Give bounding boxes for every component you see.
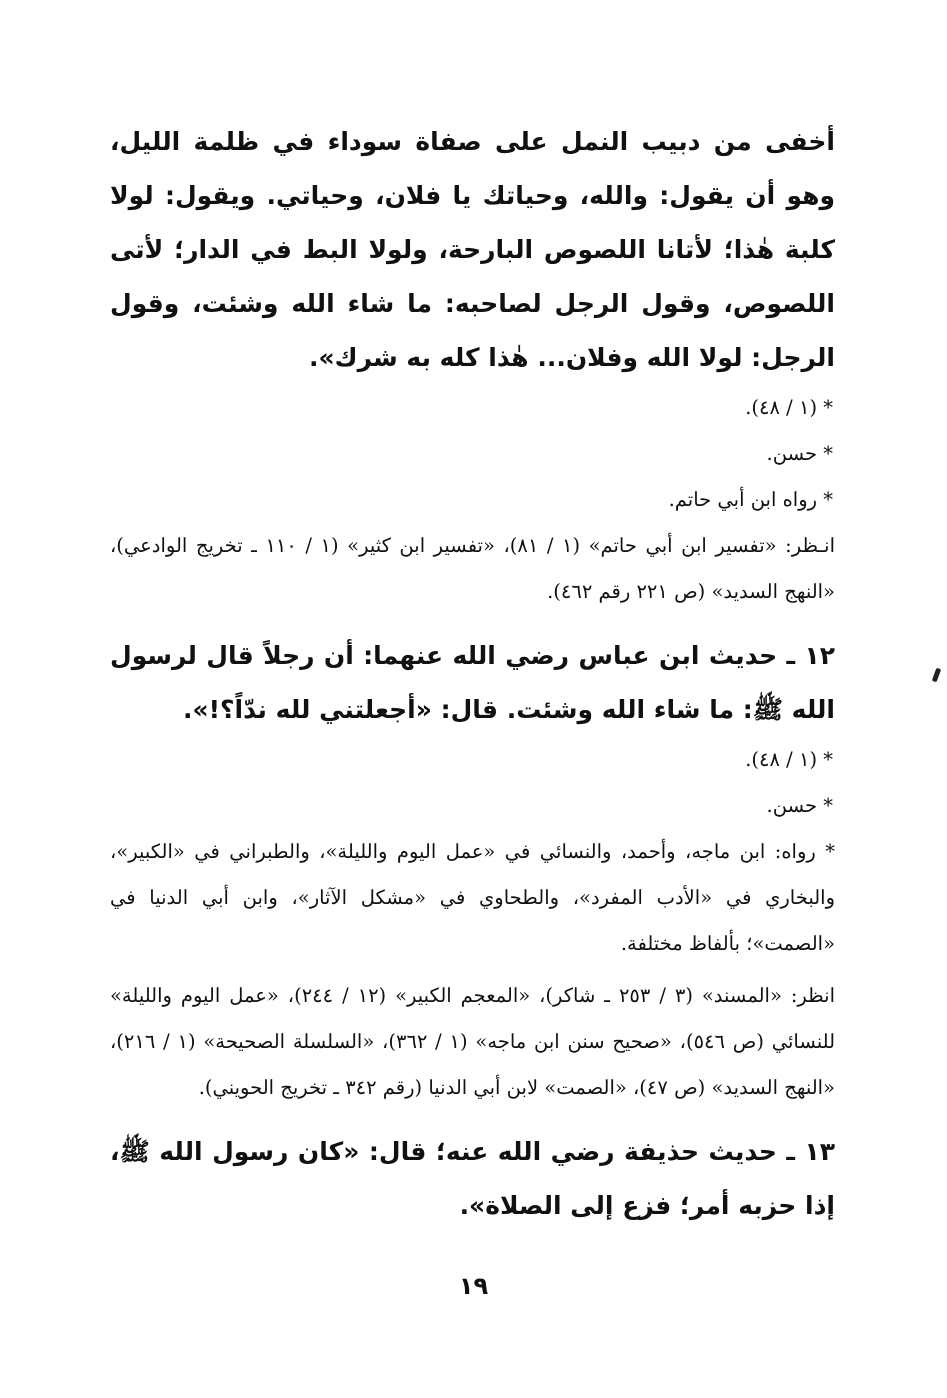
note-sources: انـظر: «تفسير ابن أبي حاتم» (١ / ٨١)، «تفسير ابن كثير» (١ / ١١٠ ـ تخريج الوادعي)، «النهج السديد» (ص ٢٢١ رقم ٤٦٢).: [110, 534, 836, 603]
note-sources: انظر: «المسند» (٣ / ٢٥٣ ـ شاكر)، «المعجم الكبير» (١٢ / ٢٤٤)، «عمل اليوم والليلة» للنسائي (ص ٥٤٦)، «صحيح سنن ابن ماجه» (١ / ٣٦٢)، «السلسلة الصحيحة» (١ / ٢١٦)، «النهج السديد» (ص ٤٧)، «الصمت» لابن أبي الدنيا (رقم ٣٤٢ ـ تخريج الحويني).: [110, 984, 836, 1099]
hadith-12: ١٢ ـ حديث ابن عباس رضي الله عنهما: أن رجلاً قال لرسول الله ﷺ: ما شاء الله وشئت. قال: «أجعلتني لله ندّاً؟!».: [110, 641, 835, 724]
scan-edge-mark: [932, 668, 941, 683]
note-narration: * رواه: ابن ماجه، وأحمد، والنسائي في «عمل اليوم والليلة»، والطبراني في «الكبير»، والبخاري في «الأدب المفرد»، والطحاوي في «مشكل الآثار»، وابن أبي الدنيا في «الصمت»؛ بألفاظ مختلفة.: [110, 840, 835, 955]
note-reference: * (١ / ٤٨).: [745, 748, 833, 771]
note-narration: * رواه ابن أبي حاتم.: [668, 488, 833, 511]
hadith-13: ١٣ ـ حديث حذيفة رضي الله عنه؛ قال: «كان رسول الله ﷺ، إذا حزبه أمر؛ فزع إلى الصلاة».: [110, 1137, 835, 1220]
page-number: ١٩: [458, 1272, 489, 1300]
note-grade: * حسن.: [766, 794, 833, 817]
page-body: [110, 115, 835, 1233]
note-reference: * (١ / ٤٨).: [745, 396, 833, 419]
note-grade: * حسن.: [766, 442, 833, 465]
paragraph-continuation: أخفى من دبيب النمل على صفاة سوداء في ظلمة الليل، وهو أن يقول: والله، وحياتك يا فلان، وحياتي. ويقول: لولا كلبة هٰذا؛ لأتانا اللصوص البارحة، ولولا البط في الدار؛ لأتى اللصوص، وقول الرجل لصاحبه: ما شاء الله وشئت، وقول الرجل: لولا الله وفلان... هٰذا كله به شرك».: [110, 127, 835, 372]
